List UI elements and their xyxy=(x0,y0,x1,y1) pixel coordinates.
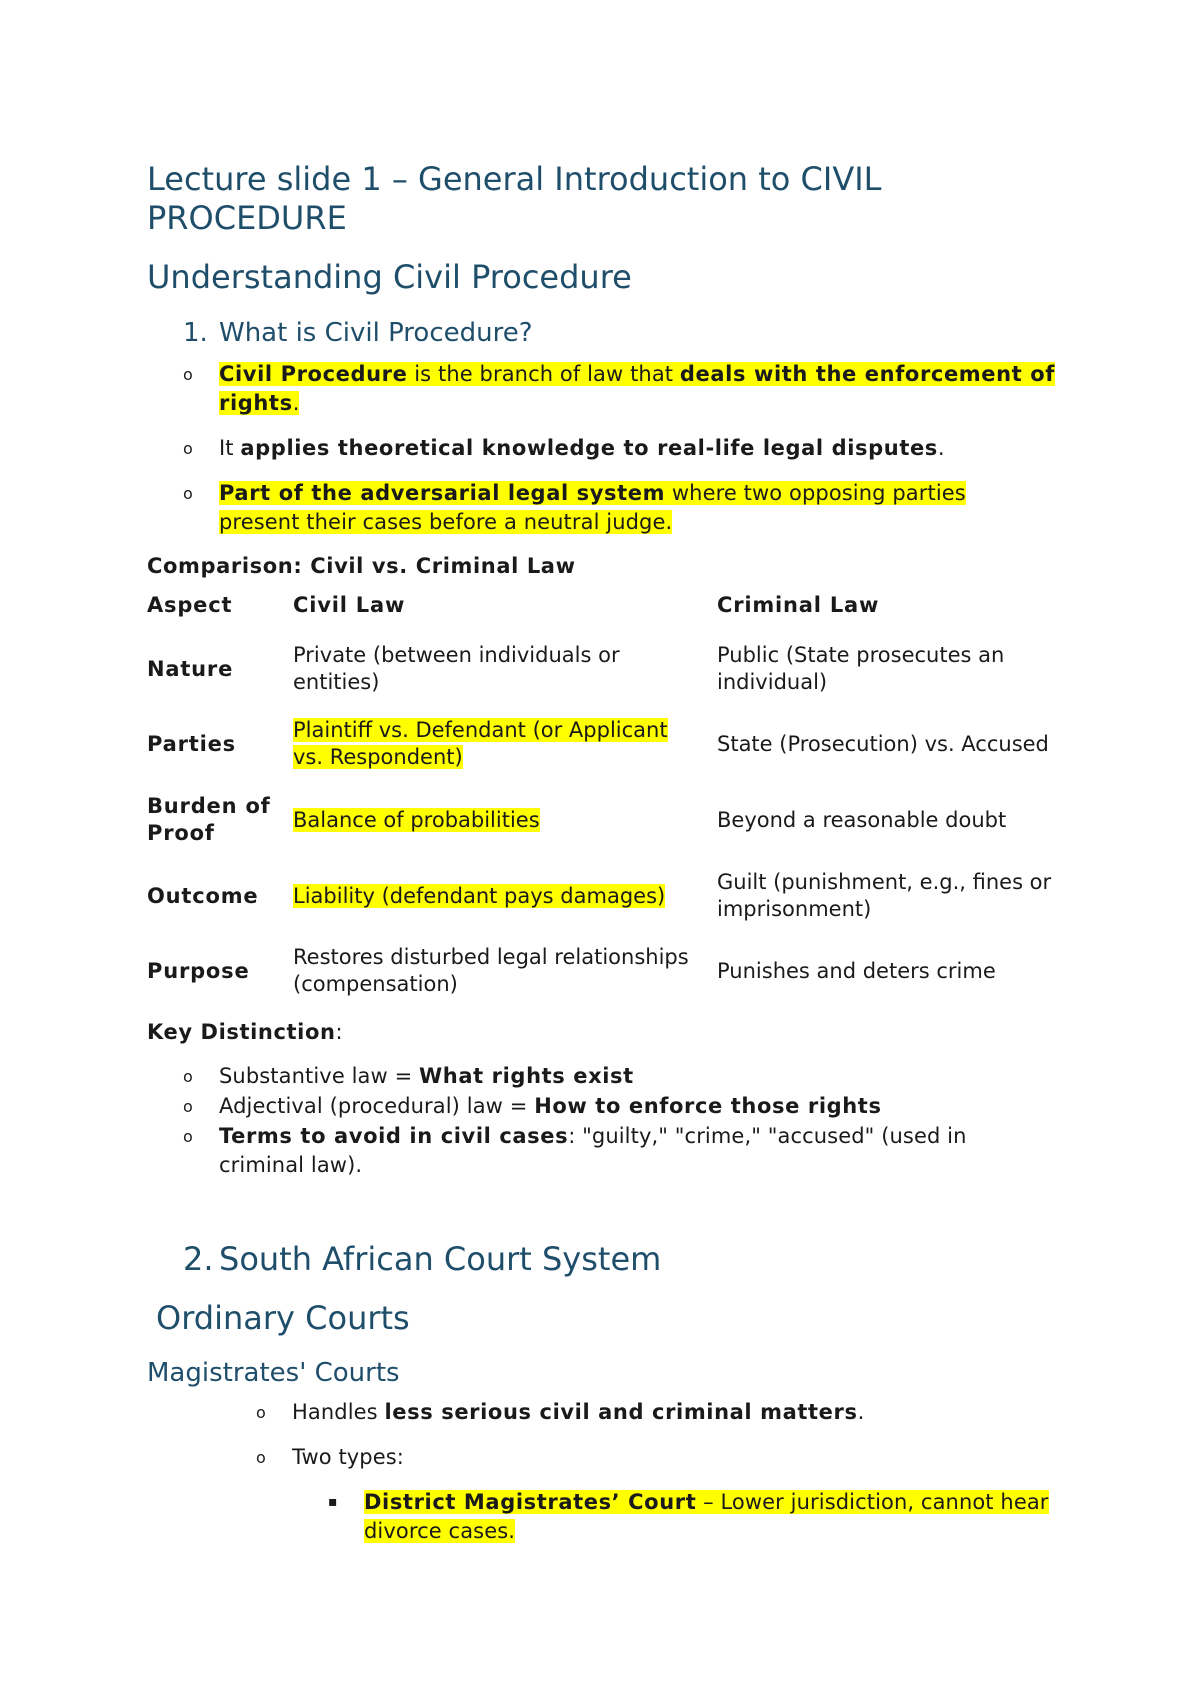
bullet-marker: o xyxy=(256,1403,266,1422)
table-cell: Burden of Proof xyxy=(147,794,271,845)
section-1-title: What is Civil Procedure? xyxy=(219,318,533,348)
table-header-row xyxy=(147,592,1067,632)
table-row xyxy=(147,858,1067,934)
bullet-marker: o xyxy=(183,365,193,384)
bullet-marker: o xyxy=(256,1448,266,1467)
document-page: Lecture slide 1 – General Introduction to CIVIL PROCEDURE Understanding Civil Procedure 1. What is Civil Procedure? o Civil Procedure is the branch of law that deals with the enforcement of rights. o It applies theoretical knowledge to real-life legal disputes. o Part of the adversarial legal system where two opposing parties present their cases before a neutral judge. Comparison: Civil vs. Criminal Law Aspect Civil Law Criminal Law Nature Private (between individuals or entities) Public (State prosecutes an individual) Parties Plaintiff vs. Defendant (or Applicant vs. Respondent) State (Prosecution) vs. Accused Burden of Proof Balance of probabilities Beyond a reasonable doubt Outcome Liability (defendant pays damages) Guilt (punishment, e.g., fines or imprisonment) Purpose Restores disturbed legal relationships (compensation) Punishes and deters crime Key Distinction: o Substantive law = What rights exist o Adjectival (procedural) law = How to enforce those rights o Terms to avoid in civil cases: "guilty," "crime," "accused" (used in criminal law). 2. South African Court System Ordinary Courts Magistrates' Courts o Handles less serious civil and criminal matters. o Two types: ▪ District Magistrates’ Court – Lower jurisdiction, cannot hear divorce cases. xyxy=(0,0,1200,1696)
table-cell: Punishes and deters crime xyxy=(717,958,996,983)
table-cell: Guilt (punishment, e.g., fines or imprisonment) xyxy=(717,870,1052,921)
page-title: Lecture slide 1 – General Introduction to CIVIL PROCEDURE xyxy=(147,160,882,237)
table-cell: Restores disturbed legal relationships (compensation) xyxy=(293,945,689,996)
table-header: Aspect xyxy=(147,593,233,617)
bullet-marker: o xyxy=(183,1127,193,1146)
bullet-marker-square: ▪ xyxy=(328,1494,338,1510)
ordinary-courts-heading: Ordinary Courts xyxy=(156,1299,410,1337)
table-cell: State (Prosecution) vs. Accused xyxy=(717,731,1049,756)
magistrates-heading: Magistrates' Courts xyxy=(147,1358,400,1388)
table-cell: Parties xyxy=(147,731,236,756)
table-row xyxy=(147,782,1067,858)
table-cell: Balance of probabilities xyxy=(293,807,540,832)
table-cell: Private (between individuals or entities) xyxy=(293,643,620,694)
table-cell: Purpose xyxy=(147,958,250,983)
table-cell: Plaintiff vs. Defendant (or Applicant vs. Respondent) xyxy=(293,718,668,769)
table-header: Criminal Law xyxy=(717,593,880,617)
table-cell: Liability (defendant pays damages) xyxy=(293,883,666,908)
table-cell: Outcome xyxy=(147,883,259,908)
section-2-number: 2. xyxy=(183,1240,214,1278)
term-civil-procedure: Civil Procedure xyxy=(219,362,408,386)
heading-understanding: Understanding Civil Procedure xyxy=(147,258,632,296)
table-cell: Public (State prosecutes an individual) xyxy=(717,643,1005,694)
section-2-title: South African Court System xyxy=(219,1240,662,1278)
bullet-marker: o xyxy=(183,484,193,503)
table-header: Civil Law xyxy=(293,593,406,617)
table-row xyxy=(147,706,1067,782)
section-2-heading xyxy=(183,1239,661,1279)
table-cell: Nature xyxy=(147,656,234,681)
section-1-heading xyxy=(183,316,533,350)
comparison-title: Comparison: Civil vs. Criminal Law xyxy=(147,554,576,578)
bullet-marker: o xyxy=(183,439,193,458)
bullet-marker: o xyxy=(183,1097,193,1116)
key-distinction-label: Key Distinction: xyxy=(147,1020,343,1044)
bullet-marker: o xyxy=(183,1067,193,1086)
table-row xyxy=(147,934,1067,1008)
section-1-number: 1. xyxy=(183,318,208,348)
table-row xyxy=(147,632,1067,706)
comparison-table xyxy=(147,592,1067,1008)
table-cell: Beyond a reasonable doubt xyxy=(717,807,1007,832)
